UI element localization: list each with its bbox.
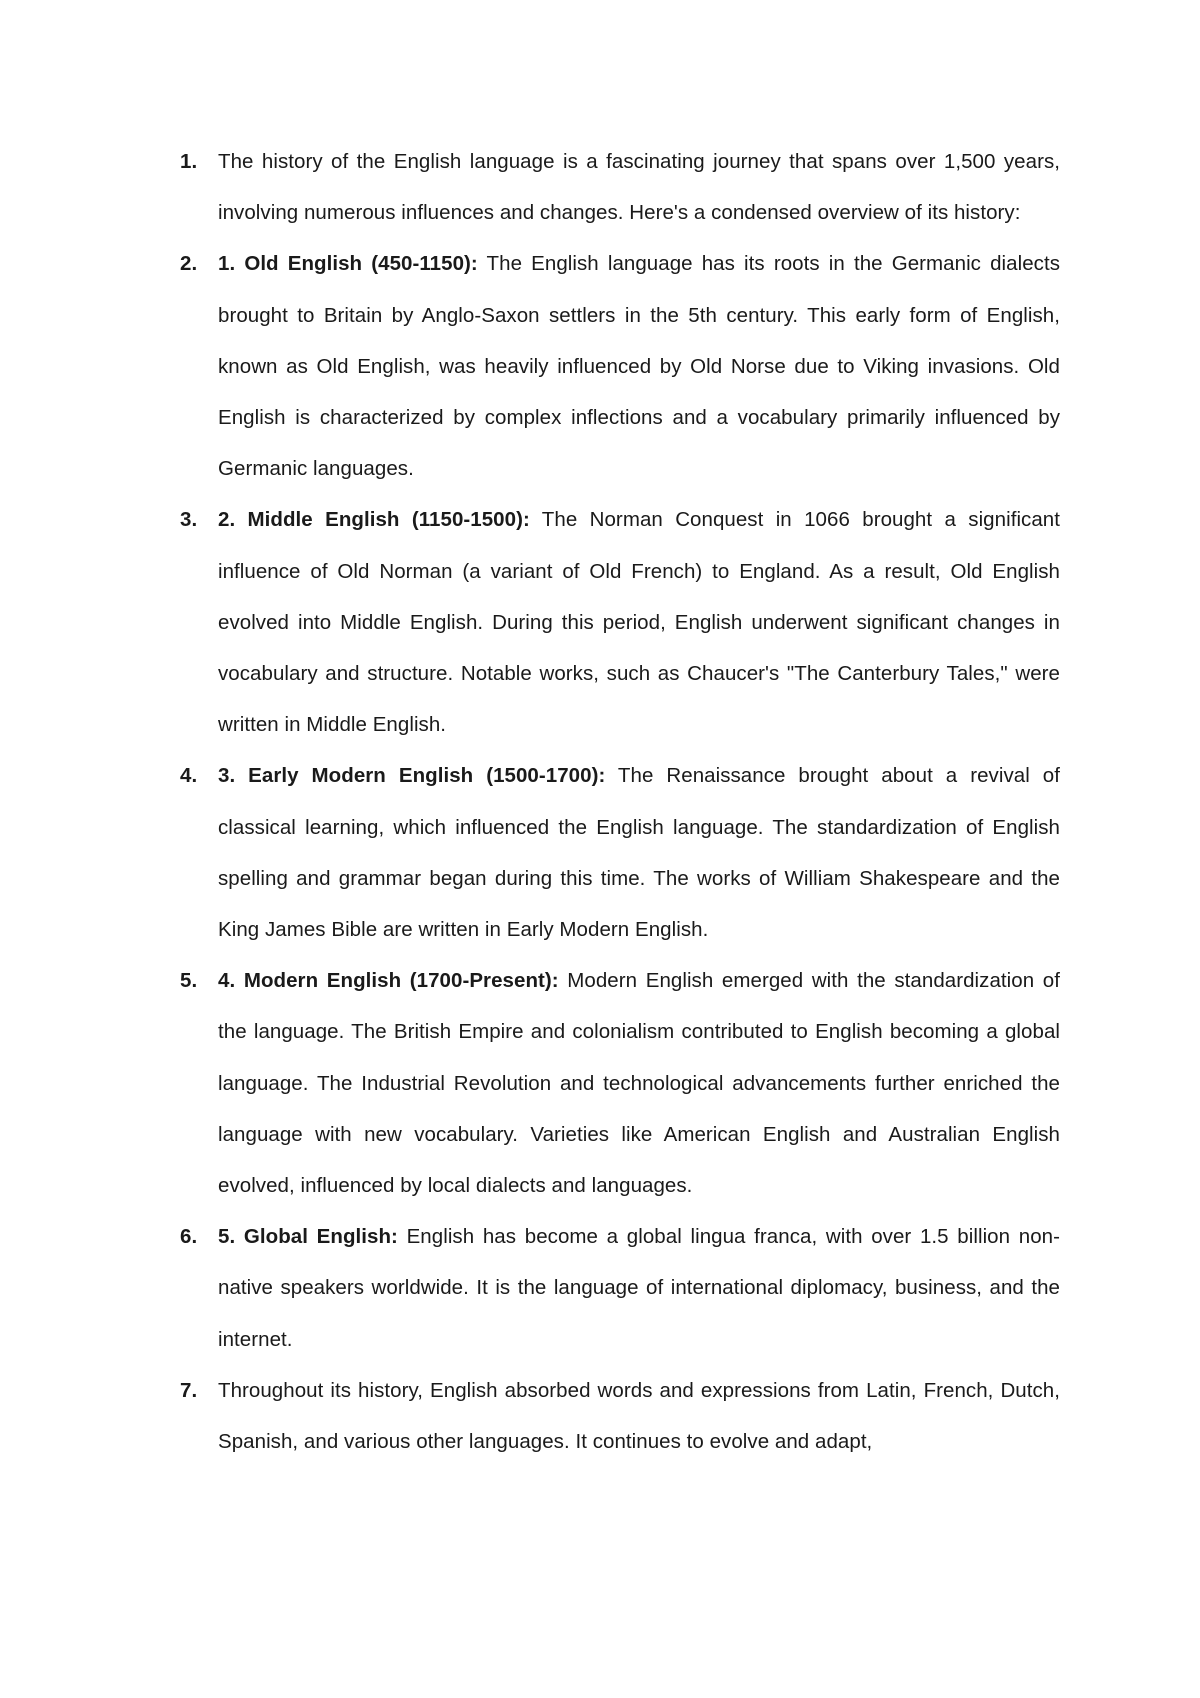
list-number: 7. <box>180 1378 198 1402</box>
list-item <box>180 750 1060 955</box>
item-text: The Norman Conquest in 1066 brought a significant influence of Old Norman (a variant of Old French) to England. As a result, Old English evolved into Middle English. During this period, English underwent significant changes in vocabulary and structure. Notable works, such as Chaucer's "The Canterbury Tales," were written in Middle English. <box>218 508 1060 737</box>
list-item <box>180 955 1060 1211</box>
item-text: The English language has its roots in the Germanic dialects brought to Britain by Anglo-Saxon settlers in the 5th century. This early form of English, known as Old English, was heavily influenced by Old Norse due to Viking invasions. Old English is characterized by complex inflections and a vocabulary primarily influenced by Germanic languages. <box>218 252 1060 481</box>
list-number: 4. <box>180 764 198 788</box>
list-number: 3. <box>180 508 198 532</box>
item-text: The Renaissance brought about a revival of classical learning, which influenced the English language. The standardization of English spelling and grammar began during this time. The works of William Shakespeare and the King James Bible are written in Early Modern English. <box>218 764 1060 942</box>
item-lead: 2. Middle English (1150-1500): <box>218 508 530 532</box>
item-text: Throughout its history, English absorbed words and expressions from Latin, French, Dutch, Spanish, and various other languages. It continues to evolve and adapt, <box>218 1378 1060 1454</box>
list-item <box>180 494 1060 750</box>
item-lead: 4. Modern English (1700-Present): <box>218 969 559 993</box>
numbered-list <box>180 136 1060 1467</box>
item-text: Modern English emerged with the standardization of the language. The British Empire and colonialism contributed to English becoming a global language. The Industrial Revolution and technological advancements further enriched the language with new vocabulary. Varieties like American English and Australian English evolved, influenced by local dialects and languages. <box>218 969 1060 1198</box>
list-item <box>180 1365 1060 1467</box>
item-text: English has become a global lingua franca, with over 1.5 billion non-native speakers worldwide. It is the language of international diplomacy, business, and the internet. <box>218 1225 1060 1351</box>
item-lead: 1. Old English (450-1150): <box>218 252 478 276</box>
item-lead: 5. Global English: <box>218 1225 398 1249</box>
list-number: 2. <box>180 252 198 276</box>
item-text: The history of the English language is a fascinating journey that spans over 1,500 years, involving numerous influences and changes. Here's a condensed overview of its history: <box>218 150 1060 225</box>
list-number: 1. <box>180 150 198 173</box>
list-item <box>180 136 1060 238</box>
list-number: 6. <box>180 1225 198 1249</box>
item-lead: 3. Early Modern English (1500-1700): <box>218 764 606 788</box>
list-item <box>180 238 1060 494</box>
list-number: 5. <box>180 969 198 993</box>
list-item <box>180 1211 1060 1365</box>
